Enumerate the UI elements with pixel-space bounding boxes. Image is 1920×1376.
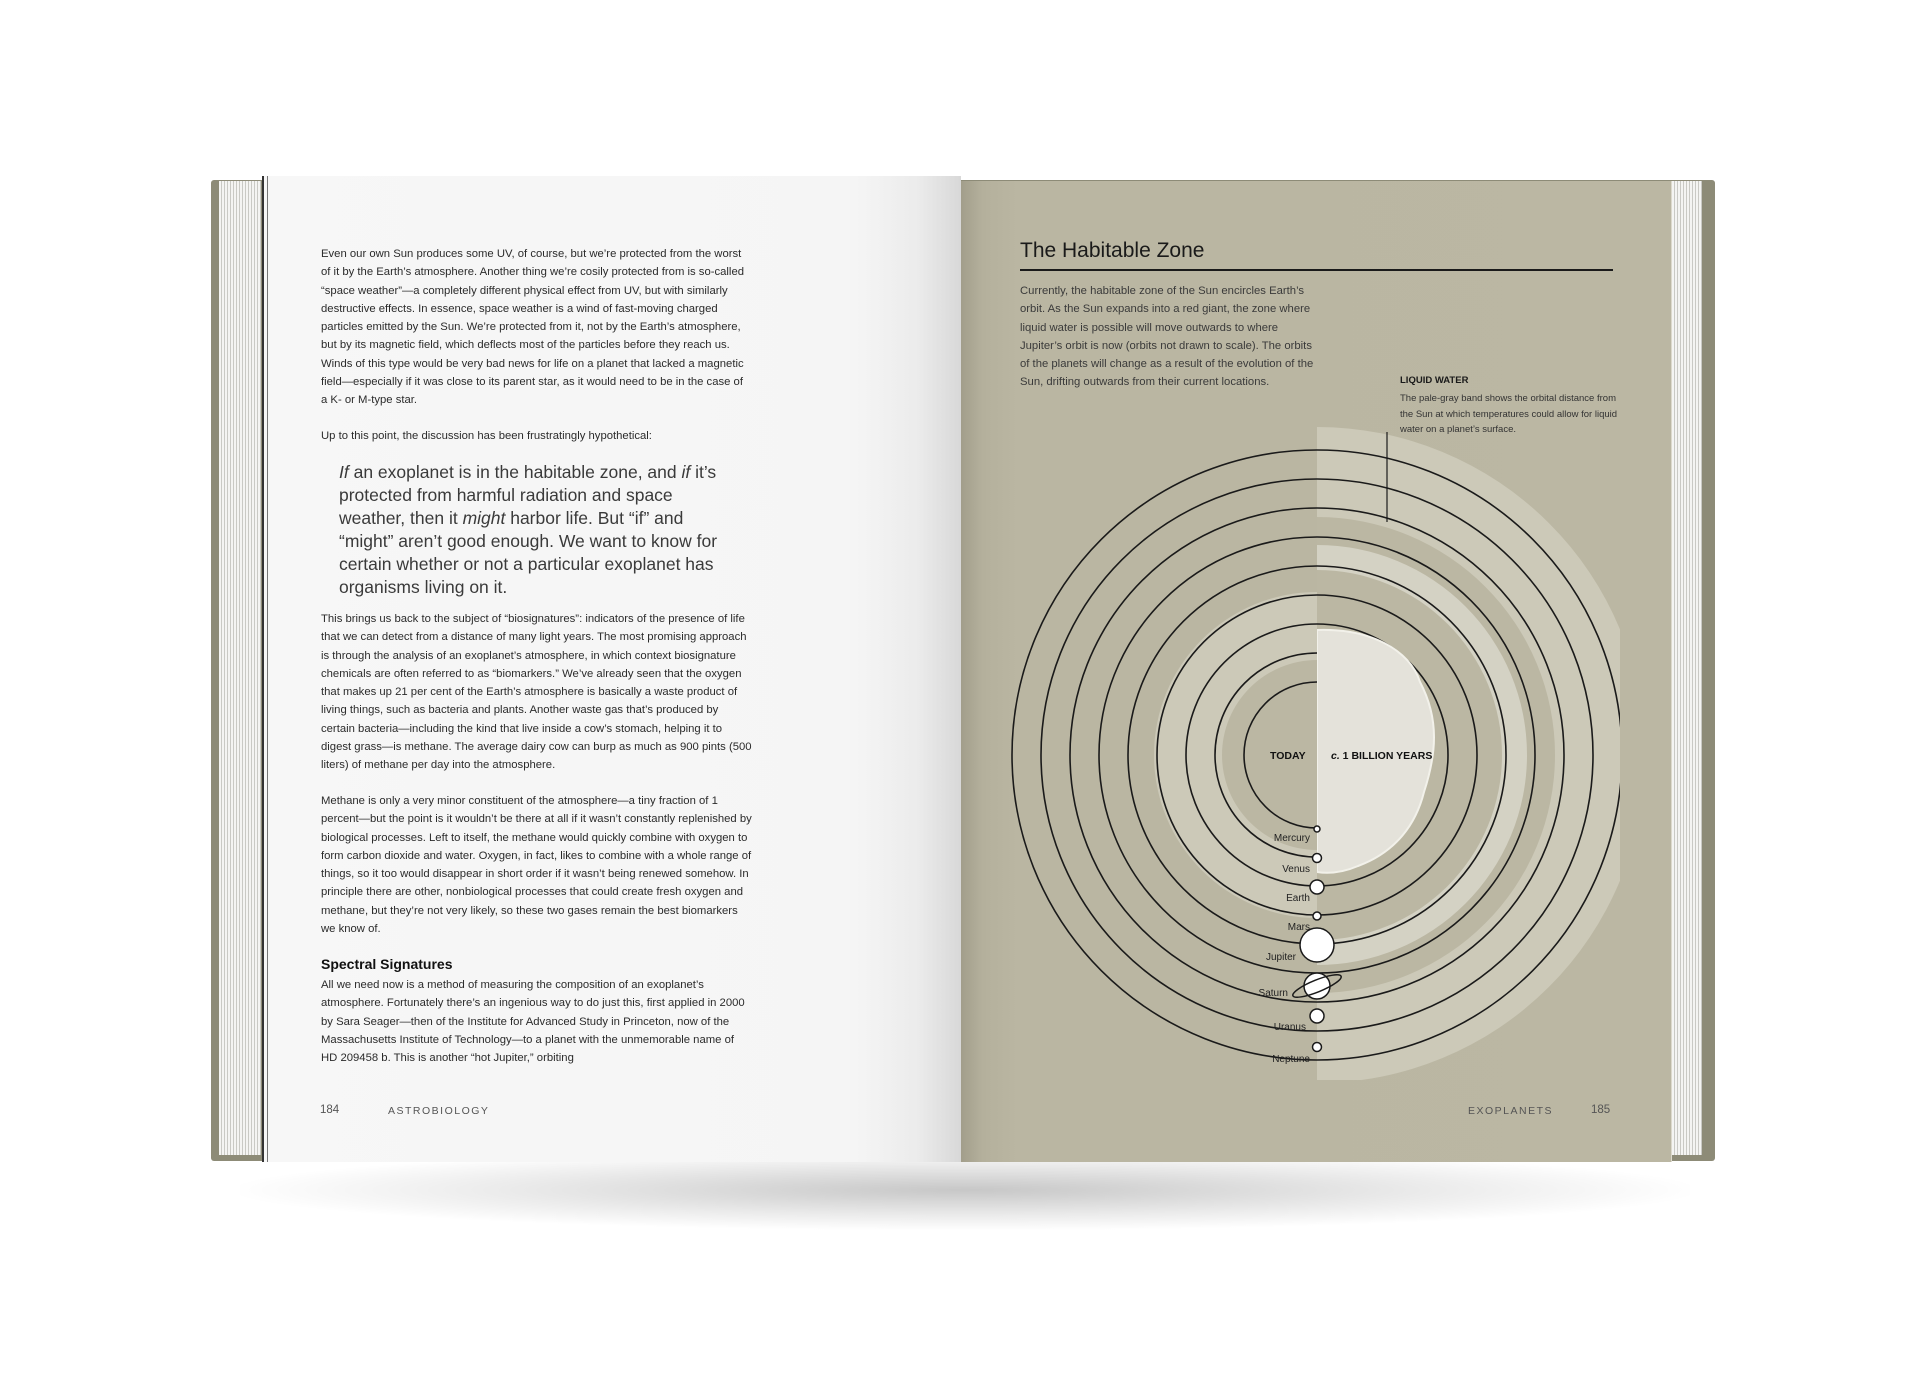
planet-mars — [1313, 912, 1321, 920]
label-future — [1331, 750, 1432, 762]
label-future-italic: c. — [1331, 750, 1340, 762]
annotation-title: LIQUID WATER — [1400, 375, 1469, 386]
body-paragraph: Up to this point, the discussion has been frustratingly hypothetical: — [321, 430, 652, 442]
page-edges-right — [1672, 181, 1702, 1155]
book-shadow — [240, 1150, 1690, 1230]
page-edges-left — [219, 181, 261, 1155]
body-paragraph: Even our own Sun produces some UV, of course, but we’re protected from the worst of it by the Earth’s atmosphere. Another thing we’re cosily protected from is so-called “space weather”—a completely different physical effect from UV, but with similarly destructive effects. In essence, space weather is a wind of fast-moving charged particles emitted by the Sun. We’re protected from it, not by the Earth’s atmosphere, but by its magnetic field, which deflects most of the particles before they reach us. Winds of this type would be very bad news for life on a planet that lacked a magnetic field—especially if it was close to its parent star, as it would need to be in the case of a K- or M-type star. — [321, 248, 745, 407]
quote-text: harbor life. But “if” and “might” aren’t good enough. We want to know for certain whether or not a particular exoplanet has organisms living on it. — [339, 508, 718, 598]
figure-title: The Habitable Zone — [1020, 239, 1205, 262]
annotation-text: The pale-gray band shows the orbital distance from the Sun at which temperatures could allow for liquid water on a planet’s surface. — [1400, 393, 1618, 435]
planet-label: Uranus — [1273, 1022, 1306, 1033]
quote-emphasis: If — [339, 462, 349, 482]
planet-label: Mercury — [1273, 833, 1310, 844]
body-paragraph: Methane is only a very minor constituent of the atmosphere—a tiny fraction of 1 percent—but the point is it wouldn’t be there at all if it wasn’t constantly replenished by biological processes. Left to itself, the methane would quickly combine with oxygen to form carbon dioxide and water. Oxygen, in fact, likes to combine with a whole range of things, so it too would disappear in short order if it wasn’t being renewed somehow. In principle there are other, nonbiological processes that could create fresh oxygen and methane, but they’re not very likely, so these two gases remain the best biomarkers we know of. — [321, 795, 752, 936]
quote-emphasis: if — [681, 462, 691, 482]
body-paragraph: All we need now is a method of measuring the composition of an exoplanet’s atmosphere. Fortunately there’s an ingenious way to do just this, first applied in 2000 by Sara Seager—then of the Institute for Advanced Study in Princeton, now of the Massachusetts Institute of Technology—to a planet with the unmemorable name of HD 209458 b. This is another “hot Jupiter,” orbiting — [321, 979, 745, 1065]
body-paragraph: This brings us back to the subject of “biosignatures”: indicators of the presence of life that we can detect from a distance of many light years. The most promising approach is through the analysis of an exoplanet’s atmosphere, in which context biosignature chemicals are often referred to as “biomarkers.” We’ve already seen that the oxygen that makes up 21 per cent of the Earth’s atmosphere is basically a waste product of living things, such as bacteria and plants. Another waste gas that’s produced by certain bacteria—including the kind that live inside a cow’s stomach, helping it to digest grass—is methane. The average dairy cow can burp as much as 900 pints (500 liters) of methane per day into the atmosphere. — [321, 613, 752, 772]
habitable-zone-diagram — [1000, 420, 1620, 1080]
label-future-text: 1 BILLION YEARS — [1339, 750, 1433, 762]
figure-intro: Currently, the habitable zone of the Sun encircles Earth’s orbit. As the Sun expands into a red giant, the zone where liquid water is possible will move outwards to where Jupiter’s orbit is now (orbits not drawn to scale). The orbits of the planets will change as a result of the evolution of the Sun, drifting outwards from their current locations. — [1020, 285, 1314, 389]
quote-text: an exoplanet is in the habitable zone, and — [348, 462, 682, 482]
quote-text: it’s protected from harmful radiation and space weather, then it — [339, 462, 717, 529]
planet-uranus — [1310, 1009, 1324, 1023]
planet-label: Jupiter — [1265, 952, 1296, 963]
section-heading: Spectral Signatures — [321, 956, 453, 972]
planet-jupiter — [1300, 928, 1334, 962]
title-rule — [1020, 269, 1613, 271]
running-head-right: EXOPLANETS — [1468, 1105, 1554, 1117]
page-number-right: 185 — [1591, 1104, 1611, 1116]
page-edge-rule — [267, 176, 268, 1162]
pull-quote — [339, 461, 739, 600]
planet-label: Mars — [1287, 922, 1310, 933]
page-edge-line — [1671, 181, 1672, 1162]
label-today: TODAY — [1270, 750, 1306, 762]
planet-label: Neptune — [1272, 1054, 1310, 1065]
planet-earth — [1310, 880, 1324, 894]
planet-neptune — [1313, 1043, 1322, 1052]
planet-label: Saturn — [1258, 988, 1288, 999]
planet-label: Earth — [1286, 893, 1310, 904]
planet-venus — [1313, 854, 1322, 863]
quote-emphasis: might — [462, 508, 506, 529]
running-head-left: ASTROBIOLOGY — [388, 1105, 490, 1117]
page-edge-rule — [262, 176, 264, 1162]
planet-label: Venus — [1282, 864, 1310, 875]
planet-mercury — [1314, 826, 1320, 832]
page-number-left: 184 — [320, 1104, 340, 1116]
